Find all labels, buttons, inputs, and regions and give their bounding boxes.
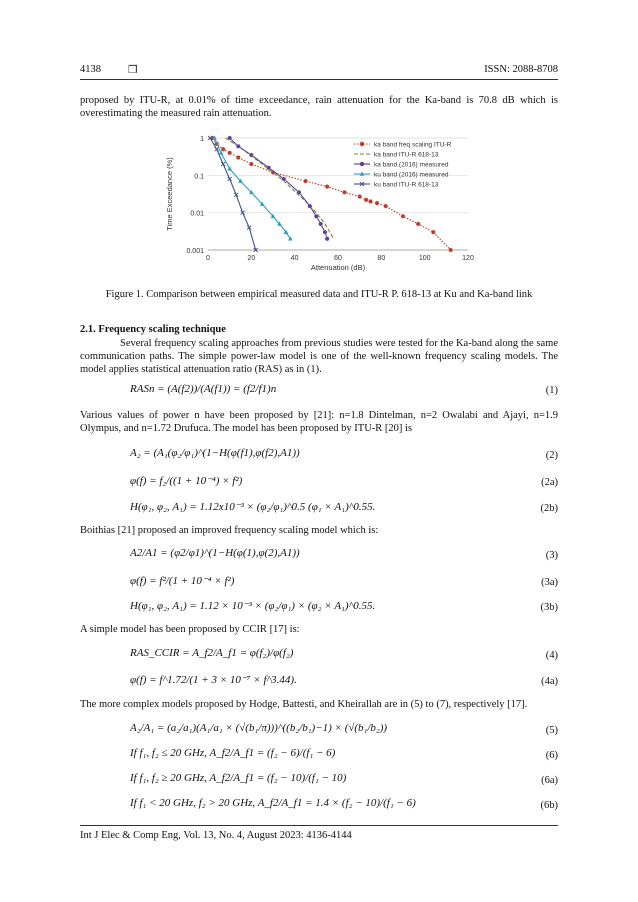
data-point bbox=[416, 222, 420, 226]
box-icon: ❒ bbox=[128, 65, 138, 76]
data-point bbox=[368, 199, 372, 203]
x-tick-label: 40 bbox=[290, 255, 299, 262]
issn: ISSN: 2088-8708 bbox=[484, 64, 558, 75]
equation-1-number: (1) bbox=[545, 385, 558, 396]
data-point bbox=[236, 155, 240, 159]
data-point bbox=[357, 194, 361, 198]
data-point bbox=[215, 147, 219, 151]
data-point bbox=[227, 136, 231, 140]
data-point bbox=[303, 179, 307, 183]
data-point bbox=[325, 237, 329, 241]
equation-3b: H(φ₁, φ₂, A₁) = 1.12 × 10⁻³ × (φ₂/φ₁) × (φ₂ × A₁)^0.55. bbox=[130, 600, 376, 612]
data-point bbox=[364, 198, 368, 202]
x-axis-label: Attenuation (dB) bbox=[310, 263, 366, 272]
equation-5-number: (5) bbox=[545, 725, 558, 736]
legend-label: ka band freq scaling ITU-R bbox=[374, 141, 452, 149]
equation-2b-number: (2b) bbox=[540, 503, 558, 514]
x-tick-label: 60 bbox=[334, 255, 342, 262]
legend-label: ku band ITU-R 618-13 bbox=[374, 181, 439, 189]
equation-3-number: (3) bbox=[545, 550, 558, 561]
equation-6b: If f₁ < 20 GHz, f₂ > 20 GHz, A_f2/A_f1 = 1.4 × (f₂ − 10)/(f₁ − 6) bbox=[130, 797, 416, 809]
x-tick-label: 20 bbox=[247, 255, 256, 262]
x-tick-label: 120 bbox=[462, 255, 474, 262]
x-tick-label: 0 bbox=[206, 255, 210, 262]
equation-6-number: (6) bbox=[545, 750, 558, 761]
data-point bbox=[308, 204, 312, 208]
y-tick-label: 1 bbox=[200, 136, 204, 143]
equation-6a-number: (6a) bbox=[541, 775, 558, 786]
equation-3a-number: (3a) bbox=[541, 577, 558, 588]
paragraph-4: A simple model has been proposed by CCIR [17] is: bbox=[80, 624, 300, 635]
equation-5: A₂/A₁ = (a₂/a₁)(A₁/a₁ × (√(b₁/π)))^((b₂/b₁)−1) × (√(b₁/b₂)) bbox=[130, 722, 388, 734]
y-tick-label: 0.1 bbox=[194, 173, 204, 181]
figure-caption: Figure 1. Comparison between empirical measured data and ITU-R P. 618-13 at Ku and Ka-band link bbox=[105, 289, 533, 300]
header-rule bbox=[80, 79, 558, 80]
data-point bbox=[448, 248, 452, 252]
data-point bbox=[249, 162, 253, 166]
data-point bbox=[227, 151, 231, 155]
equation-6b-number: (6b) bbox=[540, 800, 558, 811]
equation-1: RASn = (A(f2))/(A(f1)) = (f2/f1)n bbox=[130, 383, 277, 395]
data-point bbox=[431, 230, 435, 234]
data-point bbox=[249, 153, 253, 157]
equation-2a-number: (2a) bbox=[541, 477, 558, 488]
equation-2a: φ(f) = f₂/((1 + 10⁻⁴) × f²) bbox=[130, 475, 243, 487]
data-point bbox=[266, 166, 270, 170]
equation-4: RAS_CCIR = A_f2/A_f1 = φ(f₂)/φ(f₂) bbox=[130, 647, 294, 659]
footer-rule bbox=[80, 825, 558, 826]
y-tick-label: 0.01 bbox=[190, 210, 204, 218]
page-number: 4138 bbox=[80, 64, 101, 75]
equation-3: A2/A1 = (φ2/φ1)^(1−H(φ(1),φ(2),A1)) bbox=[130, 547, 300, 559]
x-tick-label: 100 bbox=[418, 255, 431, 262]
equation-2: A₂ = (A₁(φ₂/φ₁)^(1−H(φ(f1),φ(f2),A1)) bbox=[130, 447, 300, 459]
data-point bbox=[221, 162, 225, 166]
y-axis-label: Time Exceedance (%) bbox=[165, 157, 174, 231]
section-heading: 2.1. Frequency scaling technique bbox=[80, 324, 226, 335]
data-point bbox=[342, 190, 346, 194]
x-tick-label: 80 bbox=[377, 255, 386, 262]
legend-label: ka band ITU-R 618-13 bbox=[374, 151, 439, 159]
section-paragraph: Several frequency scaling approaches from previous studies were tested for the Ka-band along the same communication paths. The simple power-law model is one of the well-known frequency scaling models. The model applies statistical attenuation ratio (RAS) as in (1). bbox=[80, 338, 558, 376]
intro-paragraph: proposed by ITU-R, at 0.01% of time exceedance, rain attenuation for the Ka-band is 70.8 dB which is overestimating the measured rain attenuation. bbox=[80, 95, 558, 120]
data-point bbox=[282, 177, 286, 181]
equation-6a: If f₁, f₂ ≥ 20 GHz, A_f2/A_f1 = (f₂ − 10)/(f₁ − 10) bbox=[130, 772, 347, 784]
equation-3a: φ(f) = f²/(1 + 10⁻⁴ × f²) bbox=[130, 575, 235, 587]
y-tick-label: 0.001 bbox=[186, 248, 204, 255]
data-point bbox=[314, 214, 318, 218]
data-point bbox=[297, 190, 301, 194]
equation-4a: φ(f) = f^1.72/(1 + 3 × 10⁻⁷ × f^3.44). bbox=[130, 674, 297, 686]
equation-3b-number: (3b) bbox=[540, 602, 558, 613]
equation-6: If f₁, f₂ ≤ 20 GHz, A_f2/A_f1 = (f₂ − 6)/(f₁ − 6) bbox=[130, 747, 336, 759]
paragraph-3: Boithias [21] proposed an improved frequency scaling model which is: bbox=[80, 525, 379, 536]
data-point bbox=[401, 214, 405, 218]
footer-citation: Int J Elec & Comp Eng, Vol. 13, No. 4, August 2023: 4136-4144 bbox=[80, 830, 352, 841]
legend-label: ku band (2016) measured bbox=[374, 171, 449, 179]
data-point bbox=[375, 201, 379, 205]
equation-4-number: (4) bbox=[545, 650, 558, 661]
paragraph-2: Various values of power n have been proposed by [21]: n=1.8 Dintelman, n=2 Owalabi and Ajayi, n=1.9 Olympus, and n=1.72 Drufuca. The model has been proposed by ITU-R [20] is bbox=[80, 410, 558, 435]
data-point bbox=[325, 184, 329, 188]
figure-chart bbox=[158, 128, 488, 273]
paragraph-5: The more complex models proposed by Hodge, Battesti, and Kheirallah are in (5) to (7), respectively [17]. bbox=[80, 699, 528, 710]
equation-2b: H(φ₁, φ₂, A₁) = 1.12x10⁻³ × (φ₂/φ₁)^0.5 (φ₁ × A₁)^0.55. bbox=[130, 501, 376, 513]
data-point bbox=[318, 222, 322, 226]
data-point bbox=[236, 144, 240, 148]
data-point bbox=[383, 204, 387, 208]
series-line bbox=[210, 138, 255, 250]
legend-label: ka band (2016) measured bbox=[374, 161, 449, 169]
data-point bbox=[323, 230, 327, 234]
legend-marker bbox=[360, 162, 364, 166]
equation-4a-number: (4a) bbox=[541, 676, 558, 687]
data-point bbox=[221, 147, 225, 151]
equation-2-number: (2) bbox=[545, 450, 558, 461]
legend-marker bbox=[360, 142, 364, 146]
